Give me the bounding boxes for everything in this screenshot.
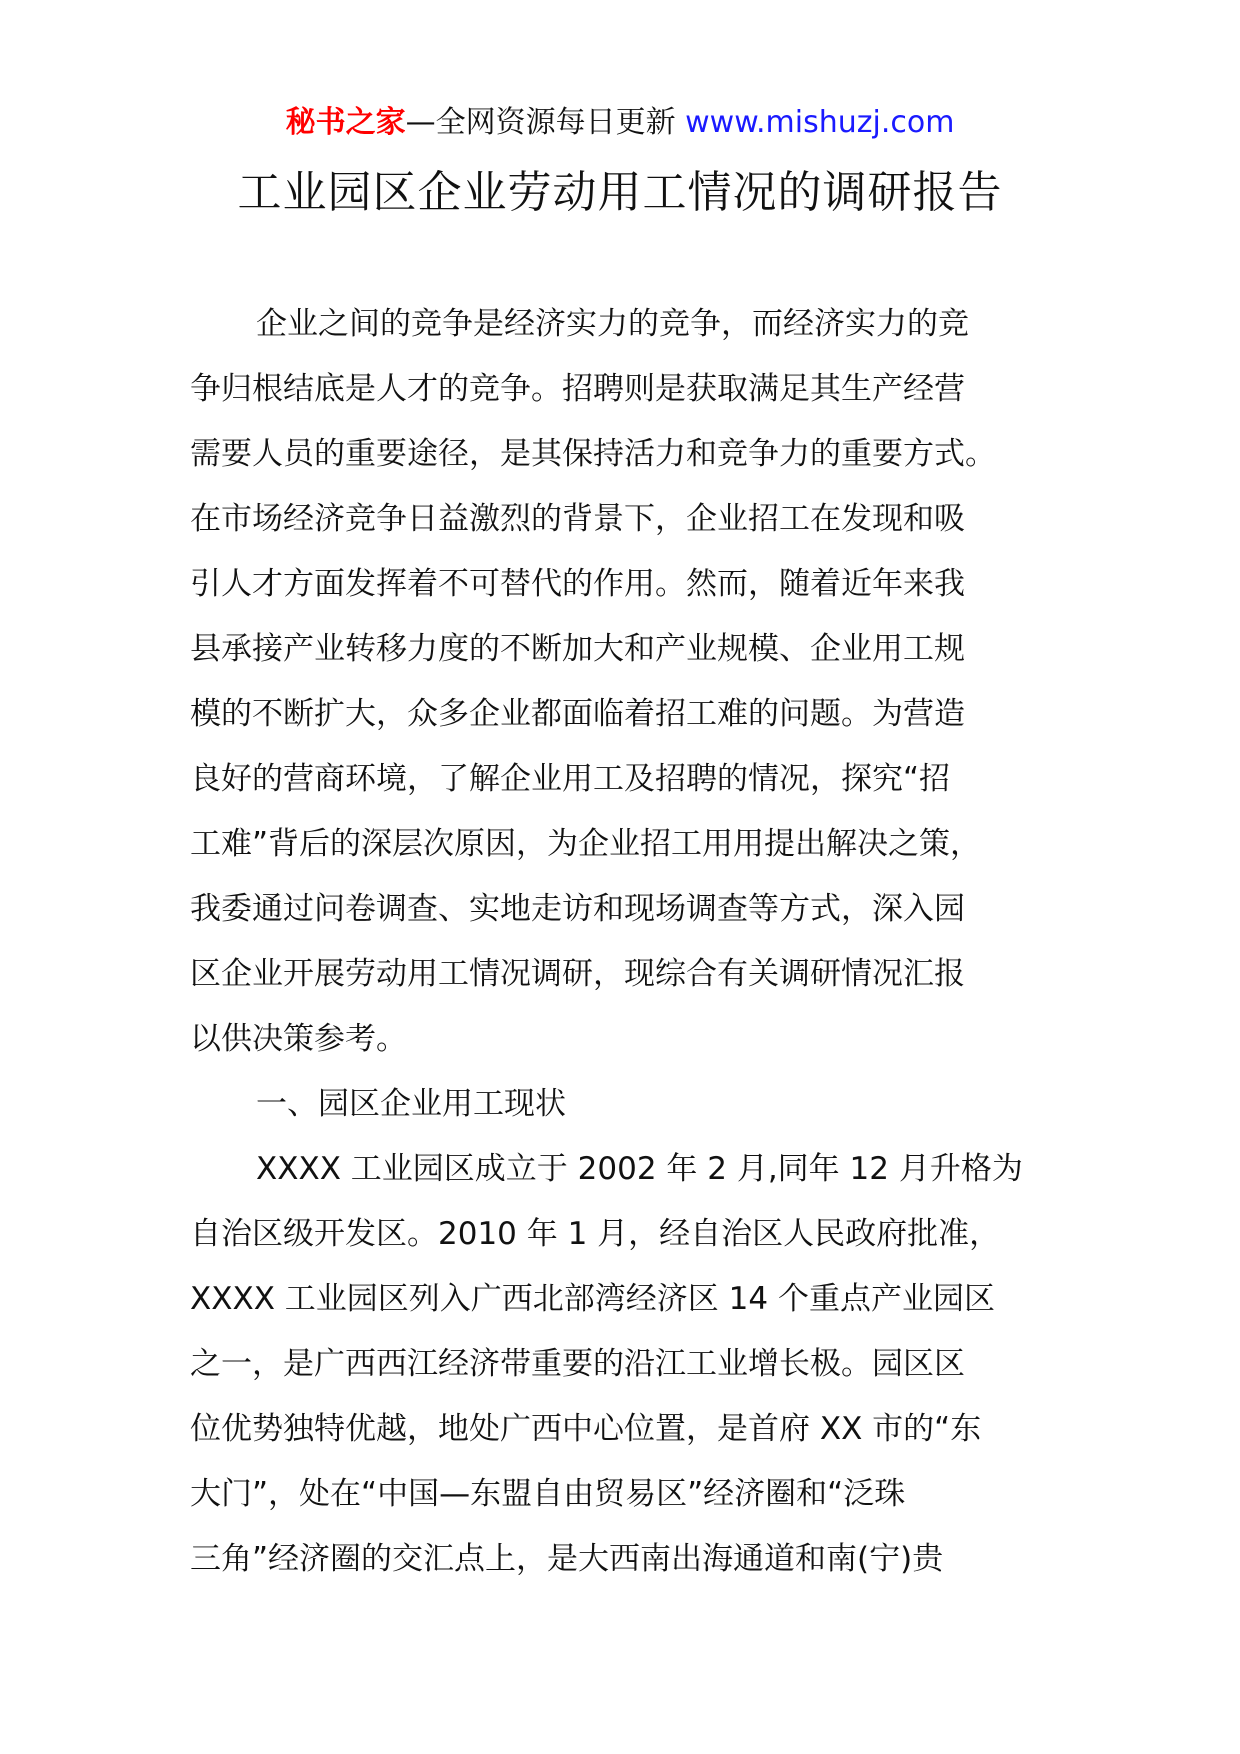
site-header — [0, 102, 1240, 144]
paragraph-line: XXXX 工业园区列入广西北部湾经济区 14 个重点产业园区 — [190, 1281, 995, 1317]
paragraph-line: 模的不断扩大，众多企业都面临着招工难的问题。为营造 — [190, 696, 965, 732]
paragraph-line: 争归根结底是人才的竞争。招聘则是获取满足其生产经营 — [190, 371, 965, 407]
paragraph-line: 引人才方面发挥着不可替代的作用。然而，随着近年来我 — [190, 566, 965, 602]
section-heading: 一、园区企业用工现状 — [256, 1086, 566, 1122]
site-url-link[interactable]: www.mishuzj.com — [685, 105, 955, 140]
paragraph-line: 企业之间的竞争是经济实力的竞争，而经济实力的竞 — [256, 306, 969, 342]
paragraph-line: 需要人员的重要途径，是其保持活力和竞争力的重要方式。 — [190, 436, 996, 472]
paragraph-line: 之一，是广西西江经济带重要的沿江工业增长极。园区区 — [190, 1346, 965, 1382]
document-title: 工业园区企业劳动用工情况的调研报告 — [237, 167, 1003, 218]
paragraph-line: 在市场经济竞争日益激烈的背景下，企业招工在发现和吸 — [190, 501, 965, 537]
paragraph-line: 大门”，处在“中国—东盟自由贸易区”经济圈和“泛珠 — [190, 1476, 906, 1512]
document-body — [190, 292, 1060, 1592]
brand-name: 秘书之家 — [285, 105, 406, 140]
paragraph-line: 以供决策参考。 — [190, 1021, 407, 1057]
paragraph-line: 我委通过问卷调查、实地走访和现场调查等方式，深入园 — [190, 891, 965, 927]
paragraph-line: 自治区级开发区。2010 年 1 月，经自治区人民政府批准， — [190, 1216, 1001, 1252]
paragraph-line: 县承接产业转移力度的不断加大和产业规模、企业用工规 — [190, 631, 965, 667]
paragraph-line: 三角”经济圈的交汇点上，是大西南出海通道和南(宁)贵 — [190, 1541, 944, 1577]
paragraph-line: 位优势独特优越，地处广西中心位置，是首府 XX 市的“东 — [190, 1411, 982, 1447]
paragraph-line: 良好的营商环境，了解企业用工及招聘的情况，探究“招 — [190, 761, 951, 797]
paragraph-line: 区企业开展劳动用工情况调研，现综合有关调研情况汇报 — [190, 956, 965, 992]
header-tagline: —全网资源每日更新 — [405, 105, 676, 140]
paragraph-line: 工难”背后的深层次原因，为企业招工用用提出解决之策， — [190, 826, 982, 862]
paragraph-line: XXXX 工业园区成立于 2002 年 2 月,同年 12 月升格为 — [256, 1151, 1023, 1187]
